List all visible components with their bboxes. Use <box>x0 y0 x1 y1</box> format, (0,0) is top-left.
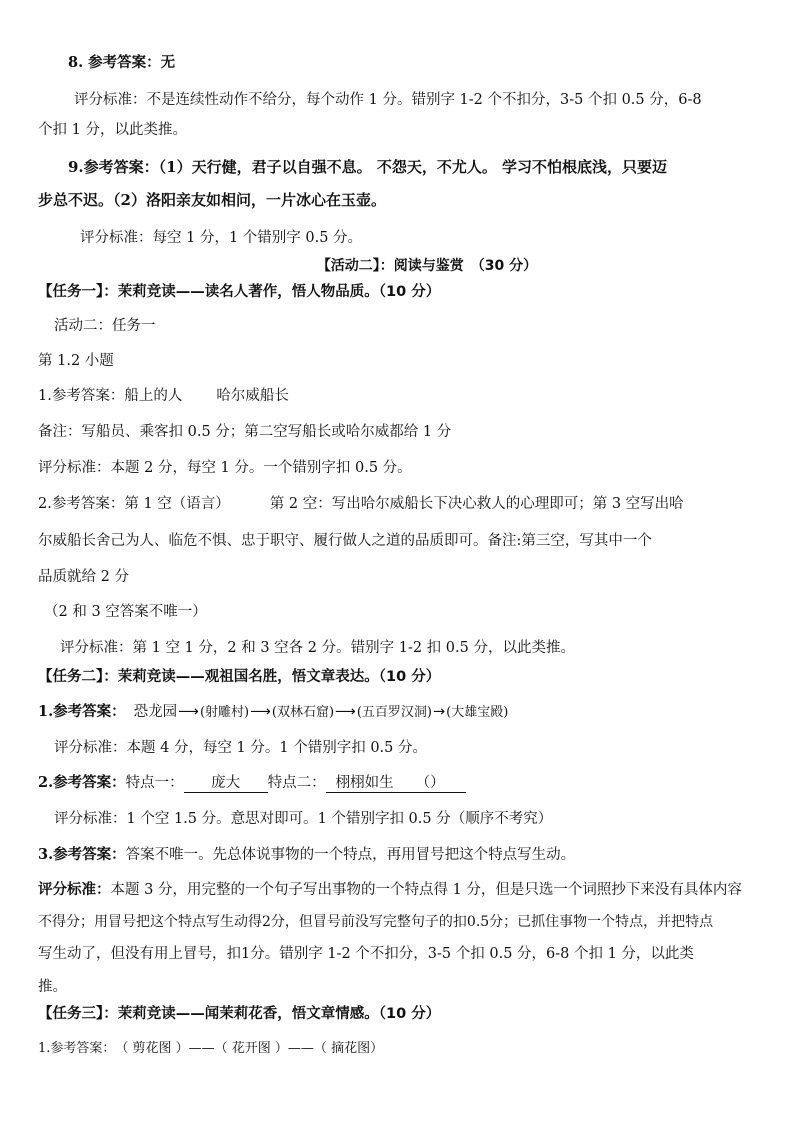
q9-answer-line1: 9.参考答案：（1）天行健，君子以自强不息。 不怨天，不尤人。 学习不怕根底浅，只要迈 <box>68 158 668 176</box>
task1-q2-scoring: 评分标准：第 1 空 1 分，2 和 3 空各 2 分。错别字 1-2 扣 0.5 分，以此类推。 <box>60 640 575 656</box>
task2-q1-answer <box>38 702 508 723</box>
task1-q2-note: （2 和 3 空答案不唯一） <box>44 604 207 620</box>
task1-q1-scoring: 评分标准：本题 2 分，每空 1 分。一个错别字扣 0.5 分。 <box>38 460 412 476</box>
task2-q2-scoring: 评分标准：1 个空 1.5 分。意思对即可。1 个错别字扣 0.5 分（顺序不考究） <box>54 811 553 827</box>
task2-q3-scoring-label: 评分标准： <box>38 881 111 898</box>
task2-q3-answer <box>38 845 575 865</box>
task2-q2-feature2-label: 特点二： <box>267 775 326 791</box>
task2-q1-scoring: 评分标准：本题 4 分，每空 1 分。1 个错别字扣 0.5 分。 <box>54 740 427 756</box>
task1-q2-answer-line2: 尔威船长舍己为人、临危不惧、忠于职守、履行做人之道的品质即可。备注:第三空，写其中一个 <box>38 533 652 549</box>
arrow-right-icon: → <box>433 704 446 720</box>
q8-title: 8. 参考答案：无 <box>68 54 176 71</box>
q9-scoring: 评分标准：每空 1 分，1 个错别字 0.5 分。 <box>80 230 363 246</box>
q8-scoring-line1: 评分标准：不是连续性动作不给分，每个动作 1 分。错别字 1-2 个不扣分，3-5 个扣 0.5 分，6-8 <box>74 92 702 108</box>
task1-heading: 【任务一】：茉莉竞读——读名人著作，悟人物品质。（10 分） <box>38 284 441 300</box>
task2-q3-scoring-line1 <box>38 880 742 900</box>
task1-q1-note: 备注：写船员、乘客扣 0.5 分；第二空写船长或哈尔威都给 1 分 <box>38 424 452 440</box>
task2-q3-scoring-line4: 推。 <box>38 979 67 995</box>
task1-q1-answer-label: 1.参考答案：船上的人 <box>38 388 183 404</box>
task2-q3-scoring-text1: 本题 3 分，用完整的一个句子写出事物的一个特点得 1 分，但是只选一个词照抄下来没有具体内容 <box>110 882 742 898</box>
task2-q1-item-3: (双林石窟) <box>271 705 335 720</box>
task2-q1-item-4: (五百罗汉洞) <box>356 705 432 720</box>
task1-q2-answer-line3: 品质就给 2 分 <box>38 569 129 585</box>
task2-q3-scoring-line3: 写生动了，但没有用上冒号，扣1分。错别字 1-2 个不扣分，3-5 个扣 0.5 分，6-8 个扣 1 分，以此类 <box>38 946 694 962</box>
task2-q2-answer <box>38 773 466 793</box>
task2-q2-feature2-field <box>326 774 466 793</box>
arrow-right-icon: ⟶ <box>178 704 199 720</box>
task1-q1-answer <box>38 386 289 406</box>
task1-q2-answer-a: 2.参考答案：第 1 空（语言） <box>38 496 230 512</box>
task2-q3-scoring-line2: 不得分；用冒号把这个特点写生动得2分，但冒号前没写完整句子的扣0.5分；已抓住事物一个特点，并把特点 <box>38 914 714 930</box>
task1-sub: 活动二：任务一 <box>54 318 156 334</box>
task2-q2-feature1-value: 庞大 <box>184 774 268 793</box>
task2-q3-label: 3.参考答案： <box>38 846 126 863</box>
task2-q2-feature2-extra: （） <box>415 775 445 791</box>
task2-heading: 【任务二】：茉莉竞读——观祖国名胜，悟文章表达。（10 分） <box>38 669 441 685</box>
q9-answer-line2: 步总不迟。（2）洛阳亲友如相问，一片冰心在玉壶。 <box>38 191 386 209</box>
activity2-heading: 【活动二】：阅读与鉴赏 （30 分） <box>316 258 538 274</box>
task1-q1-answer-2: 哈尔威船长 <box>216 388 289 404</box>
task2-q1-label: 1.参考答案： <box>38 703 126 720</box>
task2-q1-item-1: 恐龙园 <box>133 704 178 720</box>
task2-q1-item-2: (射雕村) <box>199 705 250 720</box>
task3-heading: 【任务三】：茉莉竞读——闻茉莉花香，悟文章情感。（10 分） <box>38 1006 441 1022</box>
task1-q2-answer-line1 <box>38 494 684 514</box>
task3-q1-answer: 1.参考答案： （ 剪花图 ）——（ 花开图 ）——（ 摘花图） <box>38 1041 384 1056</box>
arrow-right-icon: ⟶ <box>250 704 271 720</box>
task1-section: 第 1.2 小题 <box>38 353 114 369</box>
task2-q2-label: 2.参考答案： <box>38 774 126 791</box>
task1-q2-answer-b: 第 2 空：写出哈尔威船长下决心救人的心理即可；第 3 空写出哈 <box>269 496 684 512</box>
task2-q3-text: 答案不唯一。先总体说事物的一个特点，再用冒号把这个特点写生动。 <box>125 847 576 863</box>
task2-q2-feature2-value: 栩栩如生 <box>335 775 394 791</box>
task2-q2-feature1-label: 特点一： <box>125 775 184 791</box>
task2-q1-item-5: (大雄宝殿) <box>446 705 509 720</box>
q8-scoring-line2: 个扣 1 分，以此类推。 <box>38 122 187 138</box>
arrow-right-icon: ⟶ <box>335 704 356 720</box>
